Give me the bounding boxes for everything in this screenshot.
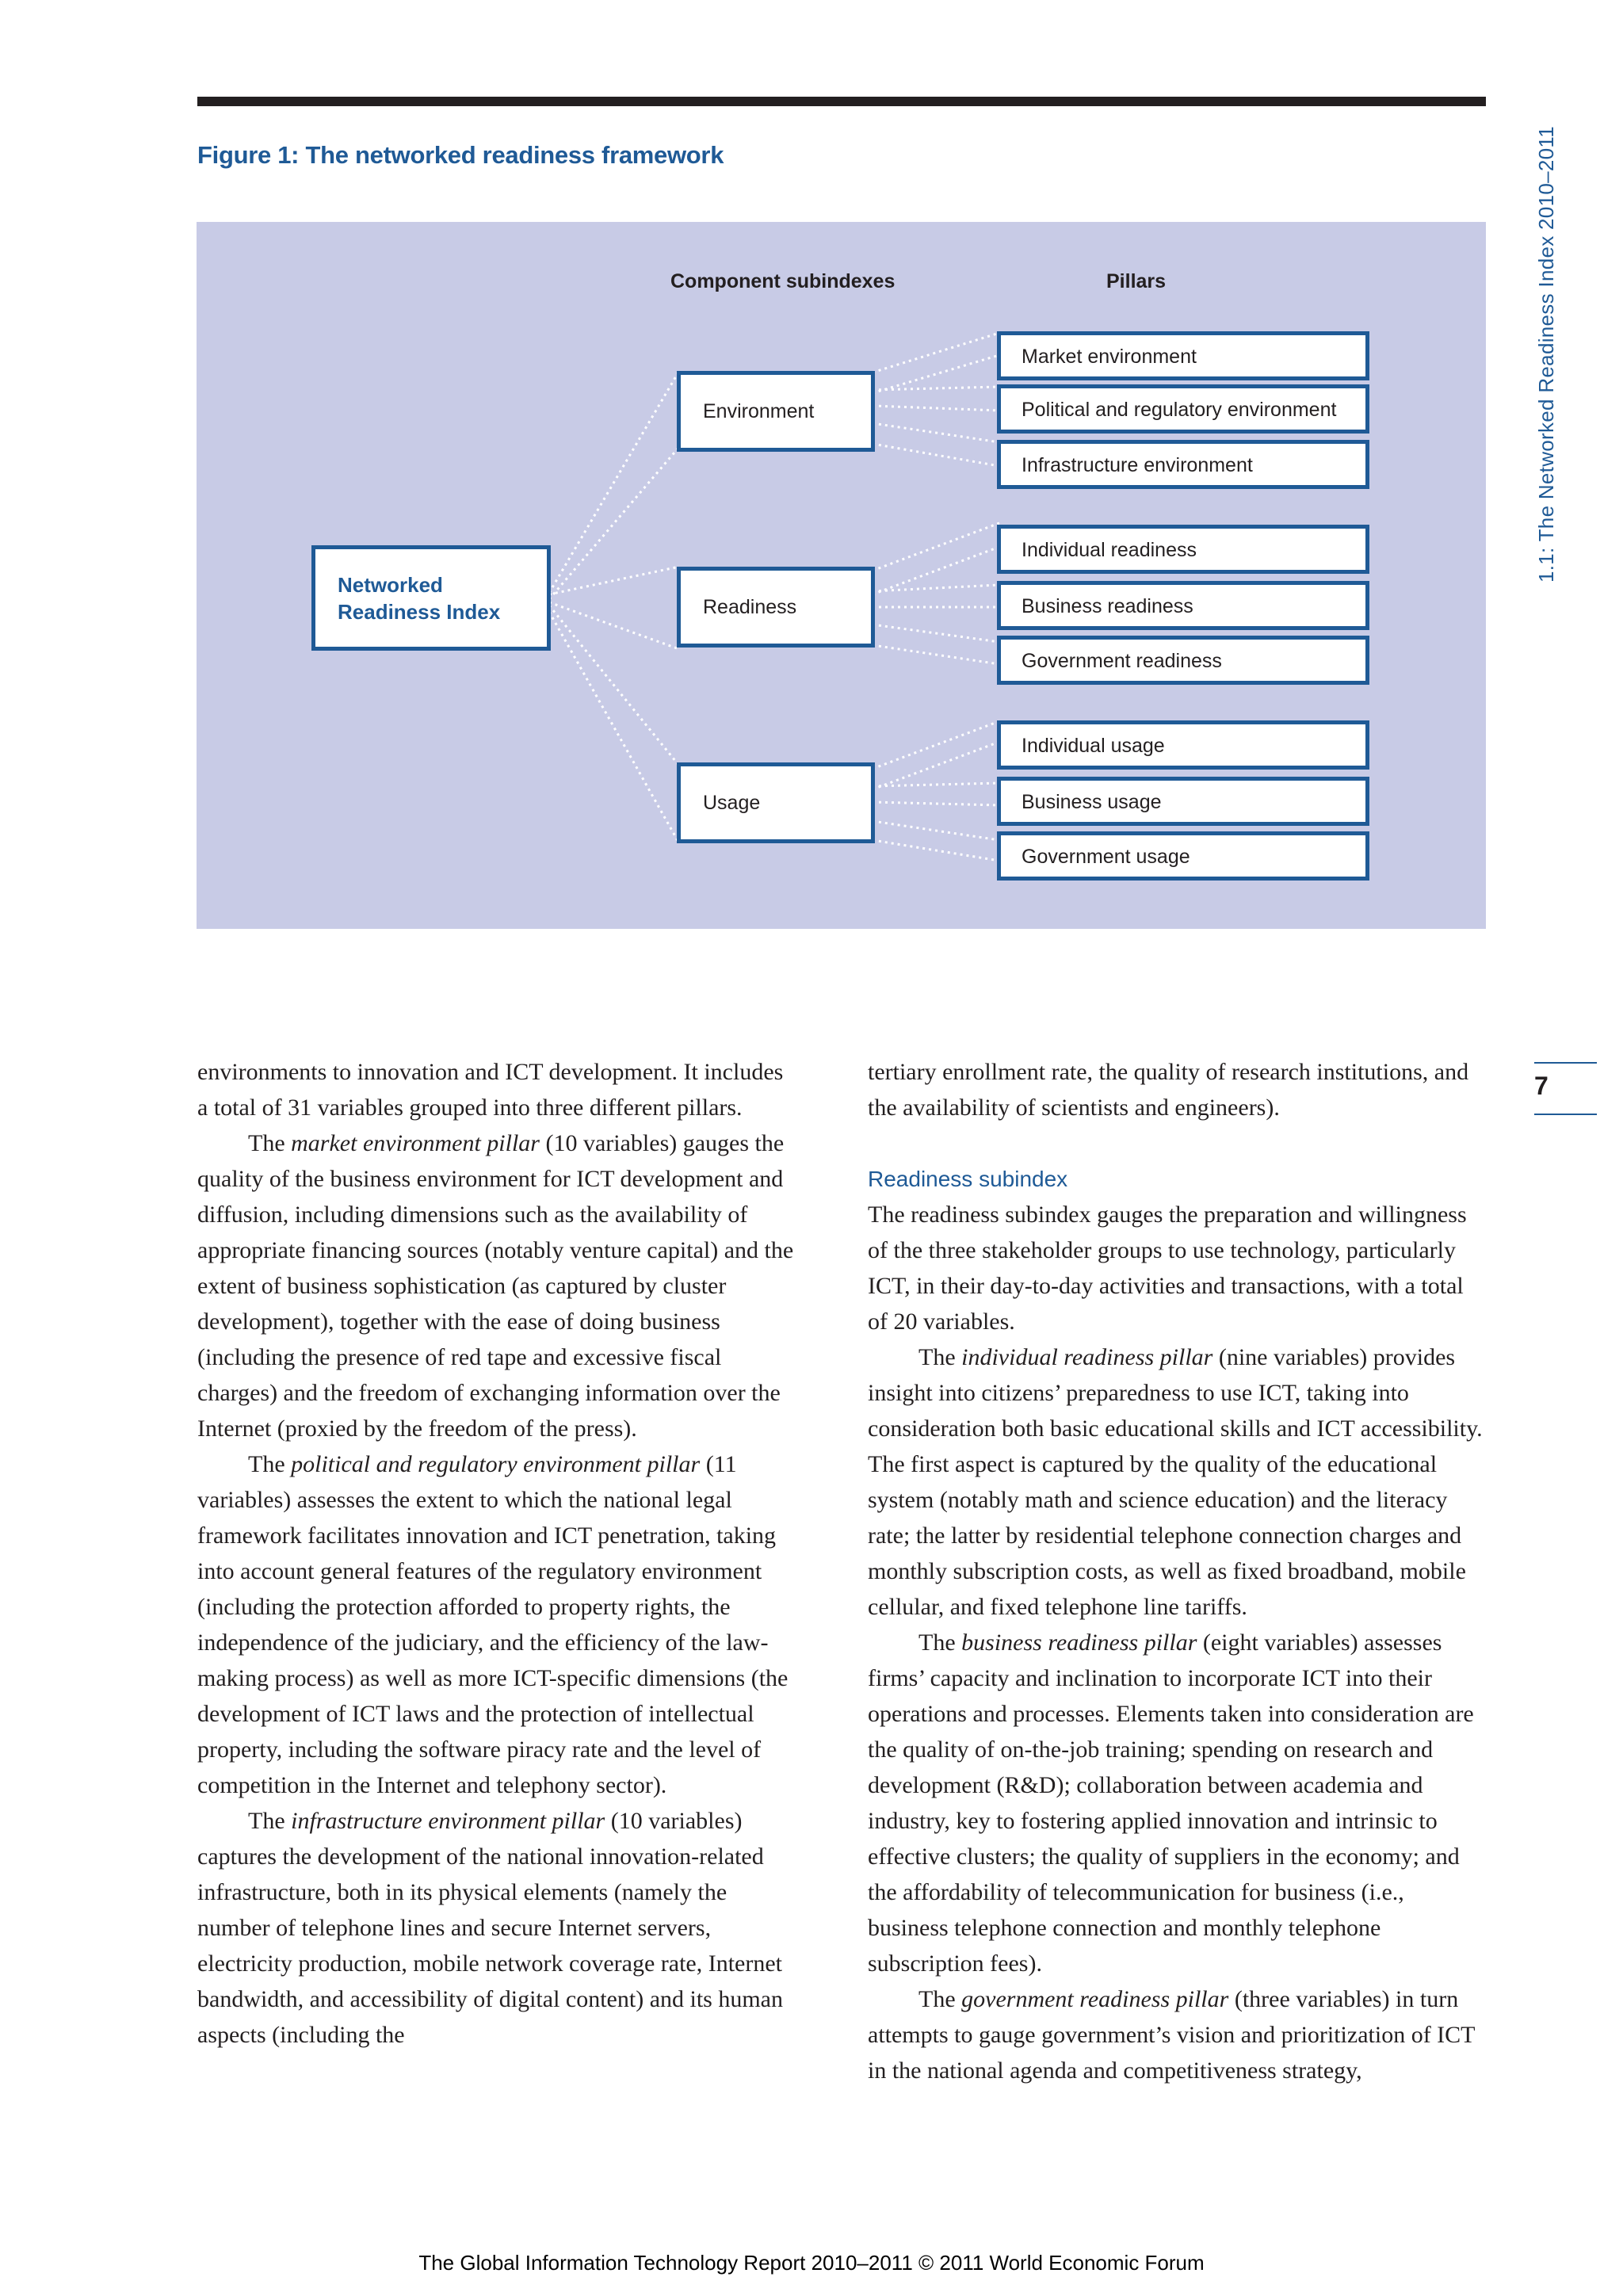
nri-label-line2: Readiness Index bbox=[338, 599, 501, 624]
pillar-box: Business usage bbox=[997, 777, 1369, 826]
column-heading-subindexes: Component subindexes bbox=[670, 270, 896, 292]
paragraph bbox=[868, 1981, 1486, 2088]
footer-text: The Global Information Technology Report 2010–2011 © 2011 World Economic Forum bbox=[418, 2251, 1205, 2275]
text-run: (eight variables) assesses firms’ capacity and inclination to incorporate ICT into their operations and processes. Elements taken into consideration are the quality of on-the-job training; spending on research and development (R&D); collaboration between academia and industry, key to fostering applied innovation and intrinsic to effective clusters; the quality of suppliers in the economy; and the affordability of telecommunication for business (i.e., business telephone connection and monthly telephone subscription fees). bbox=[868, 1629, 1474, 1977]
connector-nri-environment bbox=[549, 447, 679, 599]
framework-diagram bbox=[197, 222, 1486, 929]
pillar-term: individual readiness pillar bbox=[961, 1344, 1213, 1370]
pillar-term: market environment pillar bbox=[291, 1130, 540, 1156]
paragraph bbox=[197, 1125, 800, 1446]
pillar-box: Government usage bbox=[997, 831, 1369, 881]
pillar-term: infrastructure environment pillar bbox=[291, 1808, 605, 1834]
column-heading-pillars: Pillars bbox=[1106, 270, 1167, 292]
running-title: 1.1: The Networked Readiness Index 2010–2011 bbox=[1534, 126, 1558, 583]
body-column-left bbox=[197, 1054, 800, 2053]
paragraph: environments to innovation and ICT development. It includes a total of 31 variables grouped into three different pillars. bbox=[197, 1059, 784, 1121]
text-run: The bbox=[918, 1344, 962, 1370]
paragraph bbox=[197, 1446, 800, 1803]
section-heading: Readiness subindex bbox=[868, 1167, 1068, 1191]
pillar-box: Individual readiness bbox=[997, 525, 1369, 574]
text-run: (nine variables) provides insight into citizens’ preparedness to use ICT, taking into consideration both basic educational skills and ICT accessibility. The first aspect is captured by the quality of the educational system (notably math and science education) and the literacy rate; the latter by residential telephone connection charges and monthly subscription costs, as well as fixed broadband, mobile cellular, and fixed telephone line tariffs. bbox=[868, 1344, 1483, 1620]
text-run: The bbox=[248, 1451, 292, 1477]
top-rule bbox=[197, 97, 1486, 106]
pillar-box: Business readiness bbox=[997, 581, 1369, 630]
nri-box bbox=[311, 545, 551, 651]
text-run: The bbox=[918, 1629, 962, 1656]
connector-subindex-pillar bbox=[873, 523, 999, 571]
pillar-term: government readiness pillar bbox=[961, 1986, 1229, 2012]
connector-subindex-pillar bbox=[873, 645, 999, 664]
text-run: (10 variables) gauges the quality of the business environment for ICT development and diffusion, including dimensions such as the availability of appropriate financing sources (notably venture capital) and the extent of business sophistication (as captured by cluster development), together with the ease of doing business (including the presence of red tape and excessive fiscal charges) and the freedom of exchanging information over the Internet (proxied by the freedom of the press). bbox=[197, 1130, 794, 1442]
pillar-box: Infrastructure environment bbox=[997, 440, 1369, 489]
pillar-box: Government readiness bbox=[997, 636, 1369, 685]
paragraph bbox=[868, 1339, 1486, 1625]
figure-title: Figure 1: The networked readiness framework bbox=[197, 141, 724, 169]
connector-subindex-pillar bbox=[873, 333, 999, 372]
connector-nri-readiness bbox=[549, 602, 679, 649]
paragraph: tertiary enrollment rate, the quality of research institutions, and the availability of scientists and engineers). bbox=[868, 1059, 1469, 1121]
connector-nri-usage bbox=[549, 612, 679, 843]
text-run: (three variables) in turn attempts to gauge government’s vision and prioritization of ICT in the national agenda and competitiveness strategy, bbox=[868, 1986, 1475, 2084]
text-run: (10 variables) captures the development of the national innovation-related infrastructure, both in its physical elements (namely the number of telephone lines and secure Internet servers, electricity production, mobile network coverage rate, Internet bandwidth, and accessibility of digital content) and its human aspects (including the bbox=[197, 1808, 783, 2048]
connector-subindex-pillar bbox=[873, 423, 999, 442]
pillar-box: Political and regulatory environment bbox=[997, 384, 1369, 434]
body-column-right bbox=[868, 1054, 1486, 2088]
connector-subindex-pillar bbox=[873, 802, 999, 805]
paragraph bbox=[197, 1803, 800, 2053]
text-run: The bbox=[248, 1808, 292, 1834]
connector-nri-environment bbox=[549, 371, 679, 593]
connector-subindex-pillar bbox=[873, 840, 999, 861]
connector-subindex-pillar bbox=[873, 721, 999, 769]
subindex-box-readiness: Readiness bbox=[677, 567, 875, 648]
page-number: 7 bbox=[1534, 1072, 1549, 1100]
pillar-term: business readiness pillar bbox=[961, 1629, 1197, 1656]
paragraph bbox=[868, 1625, 1486, 1981]
text-run: The bbox=[248, 1130, 292, 1156]
text-run: The bbox=[918, 1986, 962, 2012]
page-number-rule-bottom bbox=[1534, 1114, 1597, 1115]
connector-subindex-pillar bbox=[873, 821, 999, 840]
subindex-box-usage: Usage bbox=[677, 762, 875, 843]
subindex-box-environment: Environment bbox=[677, 371, 875, 452]
pillar-term: political and regulatory environment pillar bbox=[291, 1451, 701, 1477]
pillar-box: Individual usage bbox=[997, 720, 1369, 770]
connector-nri-readiness bbox=[549, 567, 679, 594]
paragraph: The readiness subindex gauges the preparation and willingness of the three stakeholder groups to use technology, particularly ICT, in their day-to-day activities and transactions, with a total of 20 variables. bbox=[868, 1201, 1467, 1335]
page-footer bbox=[0, 2251, 1623, 2275]
pillar-box: Market environment bbox=[997, 331, 1369, 380]
page-number-rule-top bbox=[1534, 1062, 1597, 1064]
connector-subindex-pillar bbox=[873, 444, 999, 466]
nri-label-line1: Networked bbox=[338, 572, 443, 597]
connector-nri-usage bbox=[549, 606, 679, 766]
connector-subindex-pillar bbox=[873, 742, 999, 789]
connector-subindex-pillar bbox=[873, 625, 999, 642]
connector-subindex-pillar bbox=[873, 406, 999, 411]
text-run: (11 variables) assesses the extent to which the national legal framework facilitates innovation and ICT penetration, taking into account general features of the regulatory environment (including the protection afforded to property rights, the independence of the judiciary, and the efficiency of the law-making process) as well as more ICT-specific dimensions (the development of ICT laws and the protection of intellectual property, including the software piracy rate and the level of competition in the Internet and telephony sector). bbox=[197, 1451, 789, 1798]
